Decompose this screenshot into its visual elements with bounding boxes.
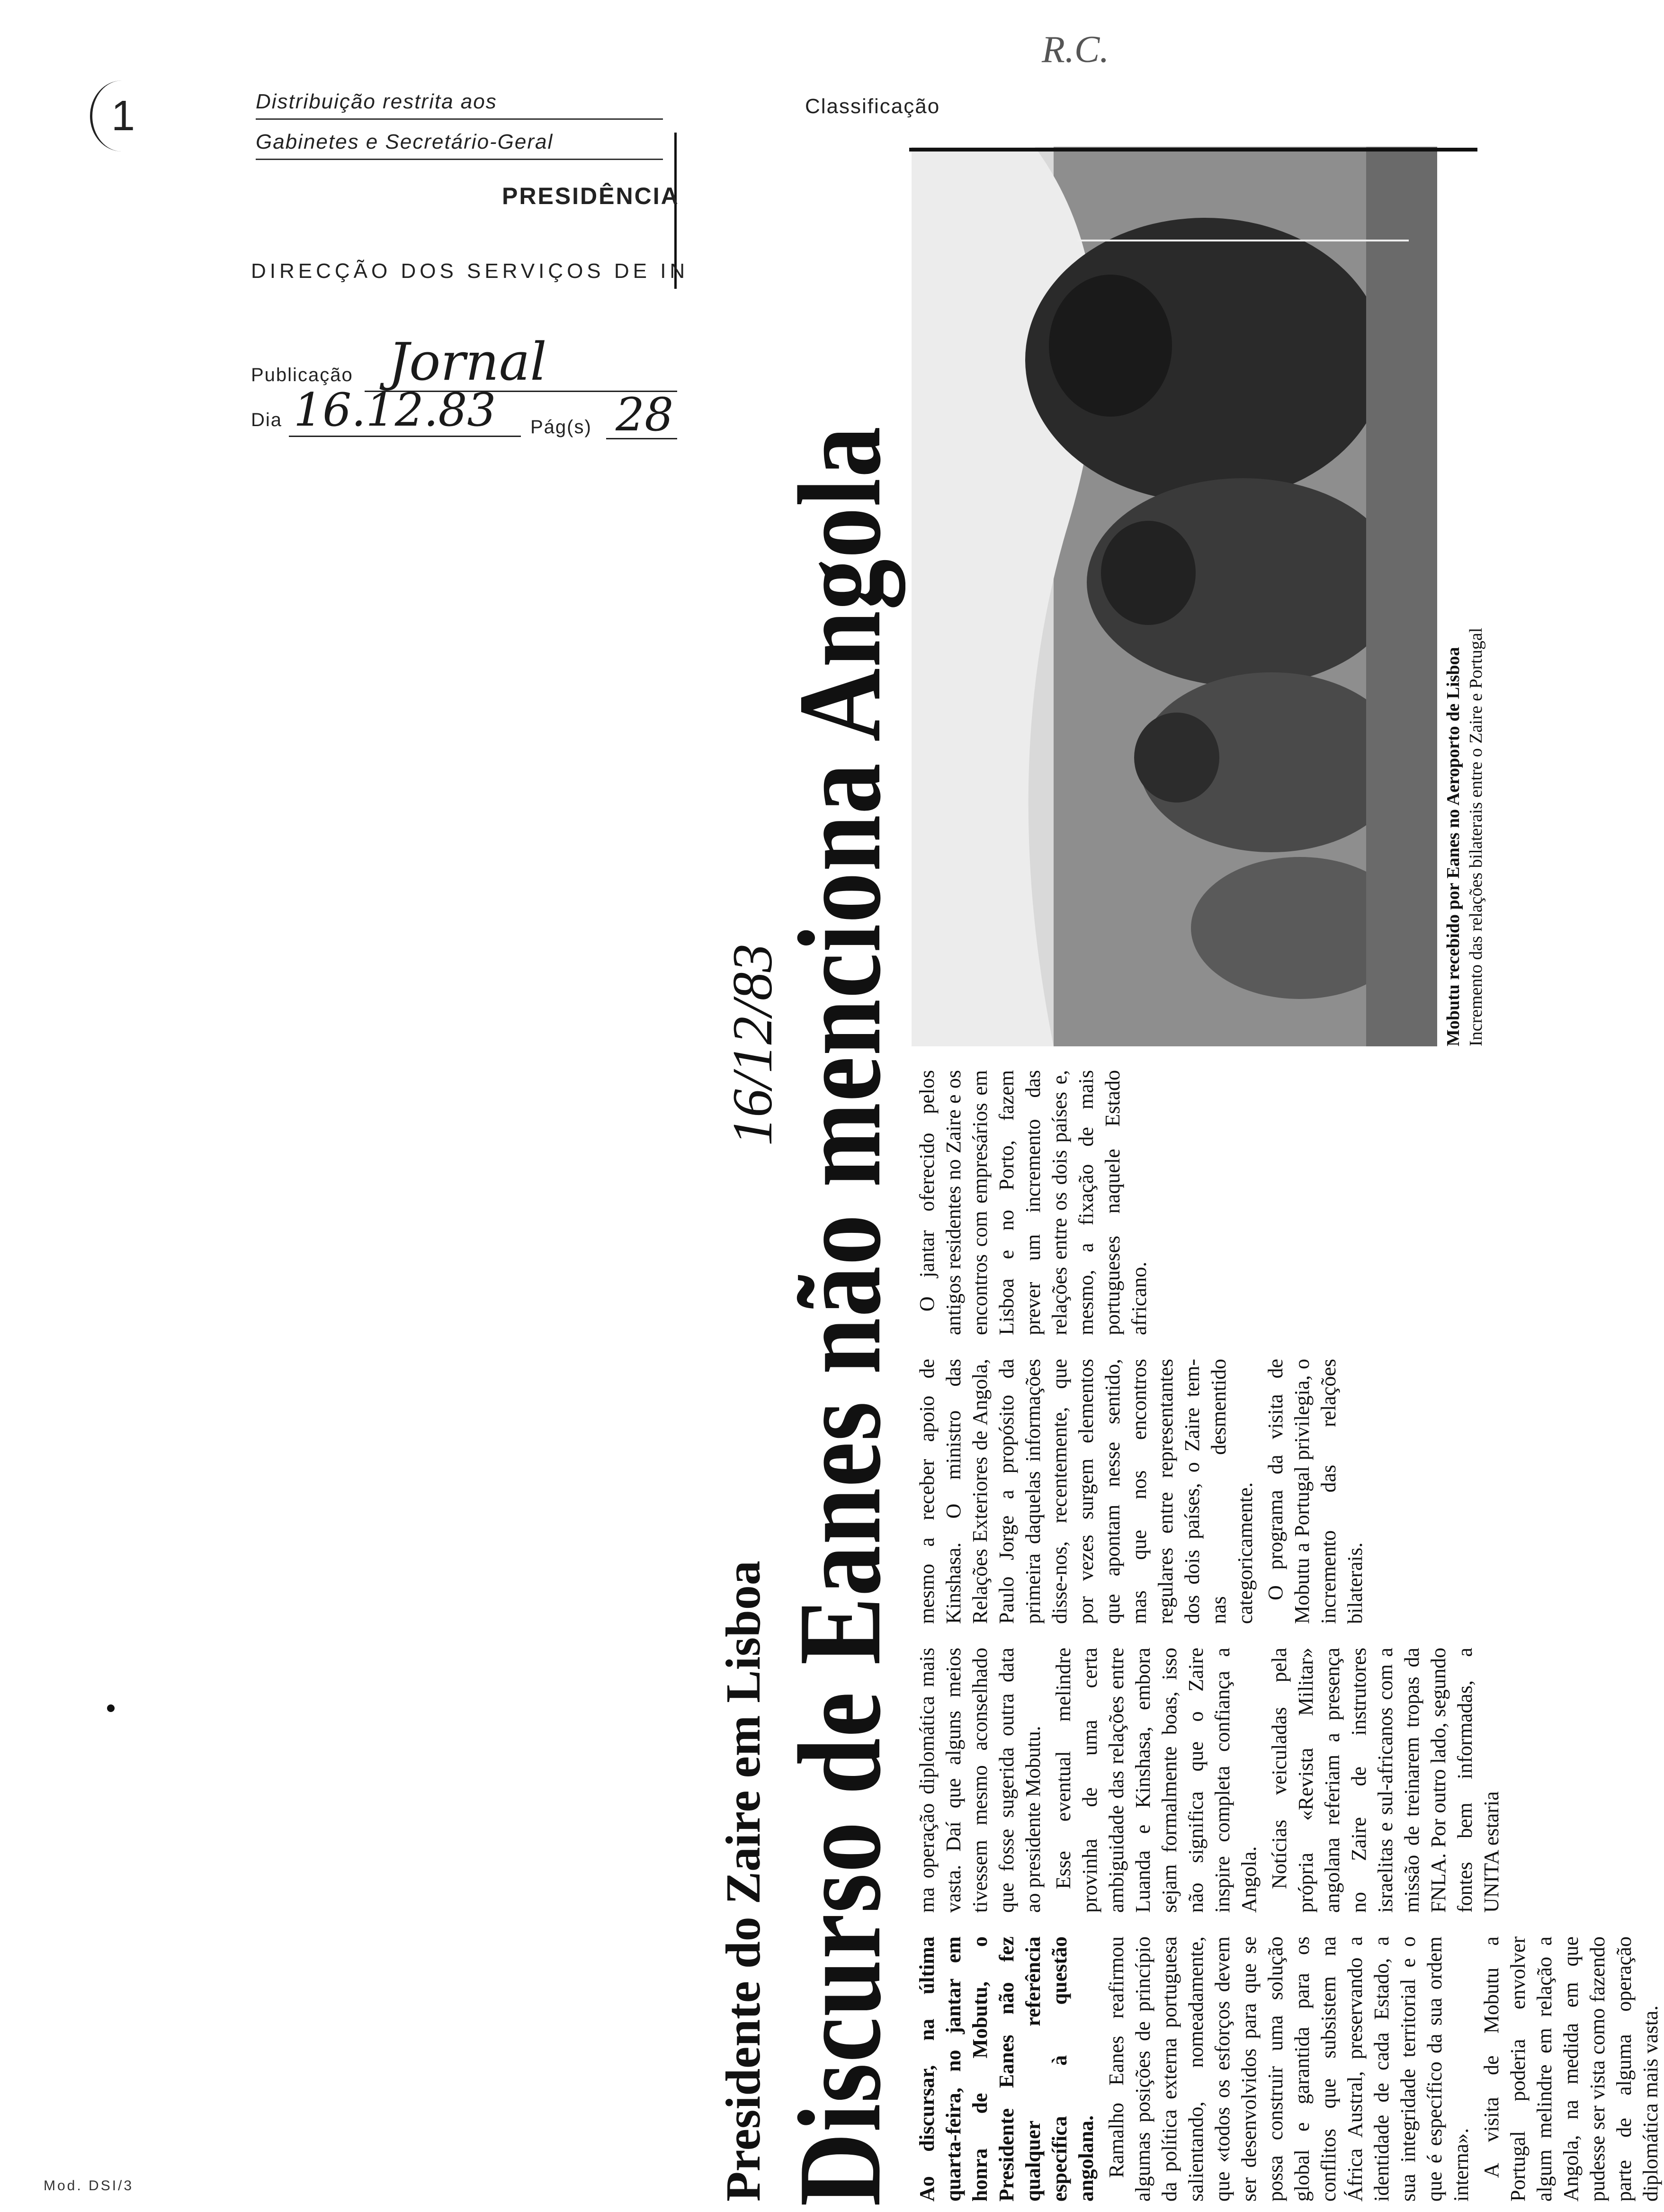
stray-dot (107, 1704, 115, 1712)
date-value: 16.12.83 (294, 384, 496, 437)
article-lead: Ao discursar, na última quarta-feira, no jantar em honra de Mobutu, o Presidente Eanes não fez qualquer referência específica à questão angolana. (915, 1936, 1098, 2202)
handwritten-date-note: 16/12/83 (721, 944, 784, 1146)
form-code: Mod. DSI/3 (44, 2178, 134, 2194)
article-paragraph: mesmo a receber apoio de Kinshasa. O ministro das Relações Exteriores de Angola, Paulo Jorge a propósito da primeira daquelas informações disse-nos, recentemente, que por vezes surgem elementos que apontam nesse sentido, mas que nos encontros regulares entre representantes dos dois países, o Zaire tem-nas desmentido categoricamente. (915, 1359, 1257, 1624)
publication-value: Jornal (388, 331, 547, 392)
date-underline (289, 436, 521, 437)
article-column-3 (914, 1359, 1477, 1624)
photo-border (909, 148, 1477, 152)
article-paragraph: Ramalho Eanes reafirmou algumas posições de princípio da política externa portuguesa salientando, nomeadamente, que «todos os esforços devem ser desenvolvidos para que se possa construir uma solução global e garantida para os conflitos que subsistem na África Austral, preservando a identidade de cada Estado, a sua integridade territorial e o que é específico da sua ordem interna». (1105, 1936, 1473, 2202)
article-kicker: Presidente do Zaire em Lisboa (716, 1561, 770, 2202)
publication-label: Publicação (251, 365, 353, 385)
article-paragraph: Esse eventual melindre provinha de uma certa ambiguidade das relações entre Luanda e Kinshasa, embora sejam formalmente boas, isso não significa que o Zaire inspire completa confiança a Angola. (1052, 1648, 1261, 1913)
distribution-rule-2 (256, 159, 663, 160)
article-paragraph: ma operação diplomática mais vasta. Daí que alguns meios tivessem mesmo aconselhado que fosse sugerida outra data ao presidente Mobutu. (915, 1648, 1045, 1913)
page-value: 28 (616, 388, 674, 441)
page-underline (606, 438, 677, 439)
distribution-rule-1 (256, 118, 663, 120)
article-column-2 (914, 1648, 1503, 1913)
photo-caption (1442, 123, 1487, 1046)
directorate-title: DIRECÇÃO DOS SERVIÇOS DE IN (251, 259, 689, 283)
classification-label: Classificação (805, 95, 940, 118)
article-photo (912, 147, 1437, 1046)
office-title: PRESIDÊNCIA (502, 183, 680, 209)
article-paragraph: A visita de Mobutu a Portugal poderia envolver algum melindre em relação a Angola, na medida em que pudesse ser vista como fazendo parte de alguma operação diplomática mais vasta. (1480, 1936, 1662, 2202)
caption-line-1: Mobutu recebido por Eanes no Aeroporto de Lisboa (1443, 647, 1463, 1046)
article-column-4 (914, 1070, 1477, 1335)
article-headline: Discurso de Eanes não menciona Angola (774, 426, 905, 2206)
page-label: Pág(s) (530, 417, 592, 437)
newspaper-clipping (706, 118, 1662, 2206)
corner-handwriting: R.C. (1042, 29, 1109, 71)
article-paragraph: O jantar oferecido pelos antigos residentes no Zaire e os encontros com empresários em Lisboa e no Porto, fazem prever um incremento das relações entre os dois países e, mesmo, a fixação de mais portugueses naquele Estado africano. (915, 1070, 1151, 1335)
article-paragraph: Notícias veiculadas pela própria «Revista Militar» angolana referiam a presença no Zaire de instrutores israelitas e sul-africanos com a missão de treinarem tropas da FNLA. Por outro lado, segundo fontes bem informadas, a UNITA estaria (1268, 1648, 1503, 1913)
article-column-1 (914, 1936, 1662, 2202)
distribution-line-2: Gabinetes e Secretário-Geral (256, 130, 554, 153)
photo-illustration (912, 147, 1437, 1046)
caption-line-2: Incremento das relações bilaterais entre o Zaire e Portugal (1466, 627, 1486, 1046)
margin-mark: 1 (90, 80, 154, 152)
date-label: Dia (251, 410, 283, 430)
article-paragraph: O programa da visita de Mobutu a Portugal privilegia, o incremento das relações bilaterais. (1264, 1359, 1367, 1624)
distribution-line-1: Distribuição restrita aos (256, 90, 497, 113)
